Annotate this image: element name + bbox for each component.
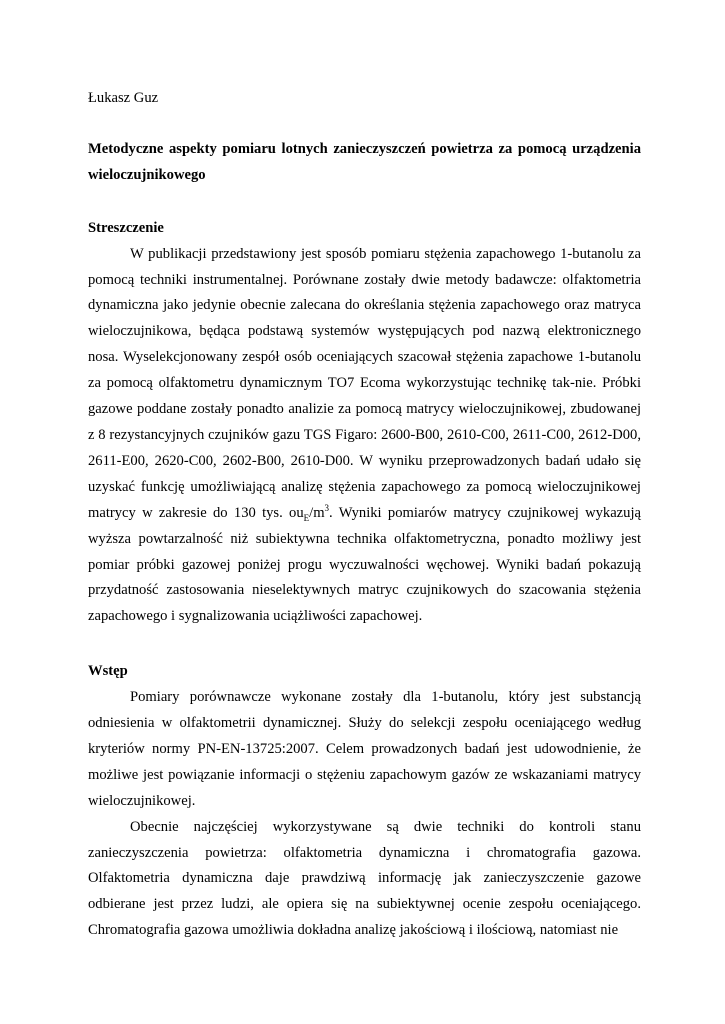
unit-slash-m: /m	[309, 504, 325, 521]
abstract-text-part-2: . Wyniki pomiarów matrycy czujnikowej wykazują wyższa powtarzalność niż subiektywna technika olfaktometryczna, ponadto możliwy jest pomiar próbki gazowej poniżej progu wyczuwalności węchowej. Wyniki badań pokazują przydatność zastosowania nieselektywnych matryc czujnikowych do szacowania stężenia zapachowego i sygnalizowania uciążliwości zapachowej.	[88, 504, 641, 625]
document-page	[88, 86, 641, 944]
unit-superscript: 3	[324, 502, 330, 513]
author-name: Łukasz Guz	[88, 90, 159, 106]
abstract-paragraph	[88, 242, 641, 631]
intro-paragraph-1: Pomiary porównawcze wykonane zostały dla 1-butanolu, który jest substancją odniesienia w olfaktometrii dynamicznej. Służy do selekcji zespołu oceniającego według kryteriów normy PN-EN-13725:2007. Celem prowadzonych badań jest udowodnienie, że możliwe jest powiązanie informacji o stężeniu zapachowym gazów ze wskazaniami matrycy wieloczujnikowej.	[88, 689, 641, 809]
abstract-heading: Streszczenie	[88, 219, 164, 236]
intro-paragraph-2: Obecnie najczęściej wykorzystywane są dwie techniki do kontroli stanu zanieczyszczenia powietrza: olfaktometria dynamiczna i chromatografia gazowa. Olfaktometria dynamiczna daje prawdziwą informację jak zanieczyszczenie gazowe odbierane jest przez ludzi, ale opiera się na subiektywnej ocenie zespołu oceniającego. Chromatografia gazowa umożliwia dokładna analizę jakościową i ilościową, natomiast nie	[88, 818, 641, 939]
section-spacer	[88, 630, 641, 659]
paper-title: Metodyczne aspekty pomiaru lotnych zanieczyszczeń powietrza za pomocą urządzenia wieloczujnikowego	[88, 140, 641, 183]
unit-subscript: E	[303, 512, 310, 523]
intro-heading: Wstęp	[88, 663, 128, 680]
abstract-text-part-1: W publikacji przedstawiony jest sposób pomiaru stężenia zapachowego 1-butanolu za pomocą techniki instrumentalnej. Porównane zostały dwie metody badawcze: olfaktometria dynamiczna jako jedynie obecnie zalecana do określania stężenia zapachowego oraz matryca wieloczujnikowa, będąca podstawą systemów występujących pod nazwą elektronicznego nosa. Wyselekcjonowany zespół osób oceniających szacował stężenia zapachowe 1-butanolu za pomocą olfaktometru dynamicznym TO7 Ecoma wykorzystując technikę tak-nie. Próbki gazowe poddane zostały ponadto analizie za pomocą matrycy wieloczujnikowej, zbudowanej z 8 rezystancyjnych czujników gazu TGS Figaro: 2600-B00, 2610-C00, 2611-C00, 2612-D00, 2611-E00, 2620-C00, 2602-B00, 2610-D00. W wyniku przeprowadzonych badań udało się uzyskać funkcję umożliwiającą analizę stężenia zapachowego za pomocą wieloczujnikowej matrycy w zakresie do 130 tys. ou	[88, 245, 641, 521]
